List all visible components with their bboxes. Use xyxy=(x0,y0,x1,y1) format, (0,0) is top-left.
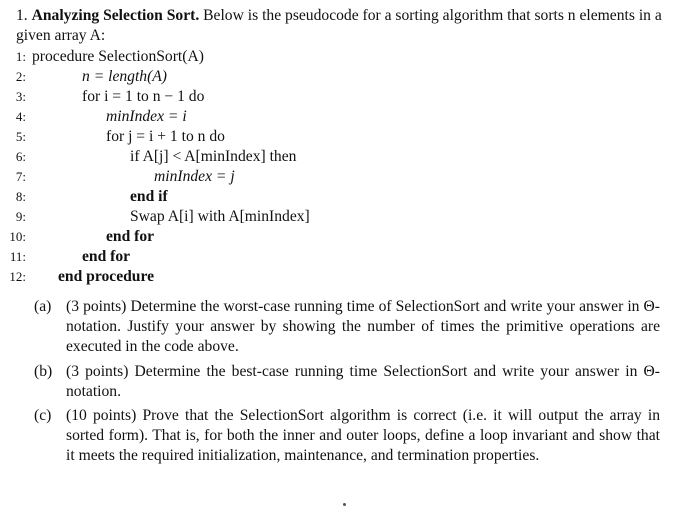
code-text: if A[j] < A[minIndex] then xyxy=(130,148,297,165)
part-label: (a) xyxy=(34,298,52,315)
line-number: 12: xyxy=(9,269,26,284)
code-text: Swap A[i] with A[minIndex] xyxy=(130,208,310,225)
line-number: 11: xyxy=(9,249,26,264)
code-text: end procedure xyxy=(58,268,155,285)
line-number: 10: xyxy=(9,229,26,244)
stray-mark xyxy=(343,503,346,506)
line-number: 3: xyxy=(15,89,26,104)
line-number: 7: xyxy=(15,169,26,184)
line-number: 5: xyxy=(15,129,26,144)
part-text: (3 points) Determine the worst-case running time of SelectionSort and write your answer in Θ-notation. Justify your answer by showing the number of times the primitive operations are executed in the code above. xyxy=(66,298,660,355)
part-a xyxy=(34,297,660,357)
part-label: (b) xyxy=(34,363,53,380)
code-text: for i = 1 to n − 1 do xyxy=(82,88,205,105)
code-text: n = length(A) xyxy=(82,68,168,85)
line-number: 4: xyxy=(15,109,26,124)
code-text: minIndex = j xyxy=(154,168,235,185)
line-number: 8: xyxy=(15,189,26,204)
code-text: minIndex = i xyxy=(106,108,187,125)
part-text: (10 points) Prove that the SelectionSort algorithm is correct (i.e. it will output the array in sorted form). That is, for both the inner and outer loops, define a loop invariant and show that it meets the required initialization, maintenance, and termination properties. xyxy=(66,407,660,464)
problem-title: Analyzing Selection Sort. xyxy=(31,7,200,24)
code-text: procedure SelectionSort(A) xyxy=(32,48,204,65)
code-text: end if xyxy=(130,188,168,205)
problem-intro-text: Below is the pseudocode for a sorting algorithm that sorts n elements in a given array A: xyxy=(16,7,662,44)
line-number: 9: xyxy=(15,209,26,224)
code-text: end for xyxy=(106,228,155,245)
part-label: (c) xyxy=(34,407,52,424)
part-b xyxy=(34,362,660,402)
code-text: for j = i + 1 to n do xyxy=(106,128,225,145)
part-text: (3 points) Determine the best-case running time SelectionSort and write your answer in Θ-notation. xyxy=(66,363,660,400)
line-number: 1: xyxy=(15,49,26,64)
code-text: end for xyxy=(82,248,131,265)
line-number: 6: xyxy=(15,149,26,164)
line-number: 2: xyxy=(15,69,26,84)
problem-intro xyxy=(16,6,681,46)
part-c xyxy=(34,406,660,466)
problem-number: 1. xyxy=(16,7,28,24)
